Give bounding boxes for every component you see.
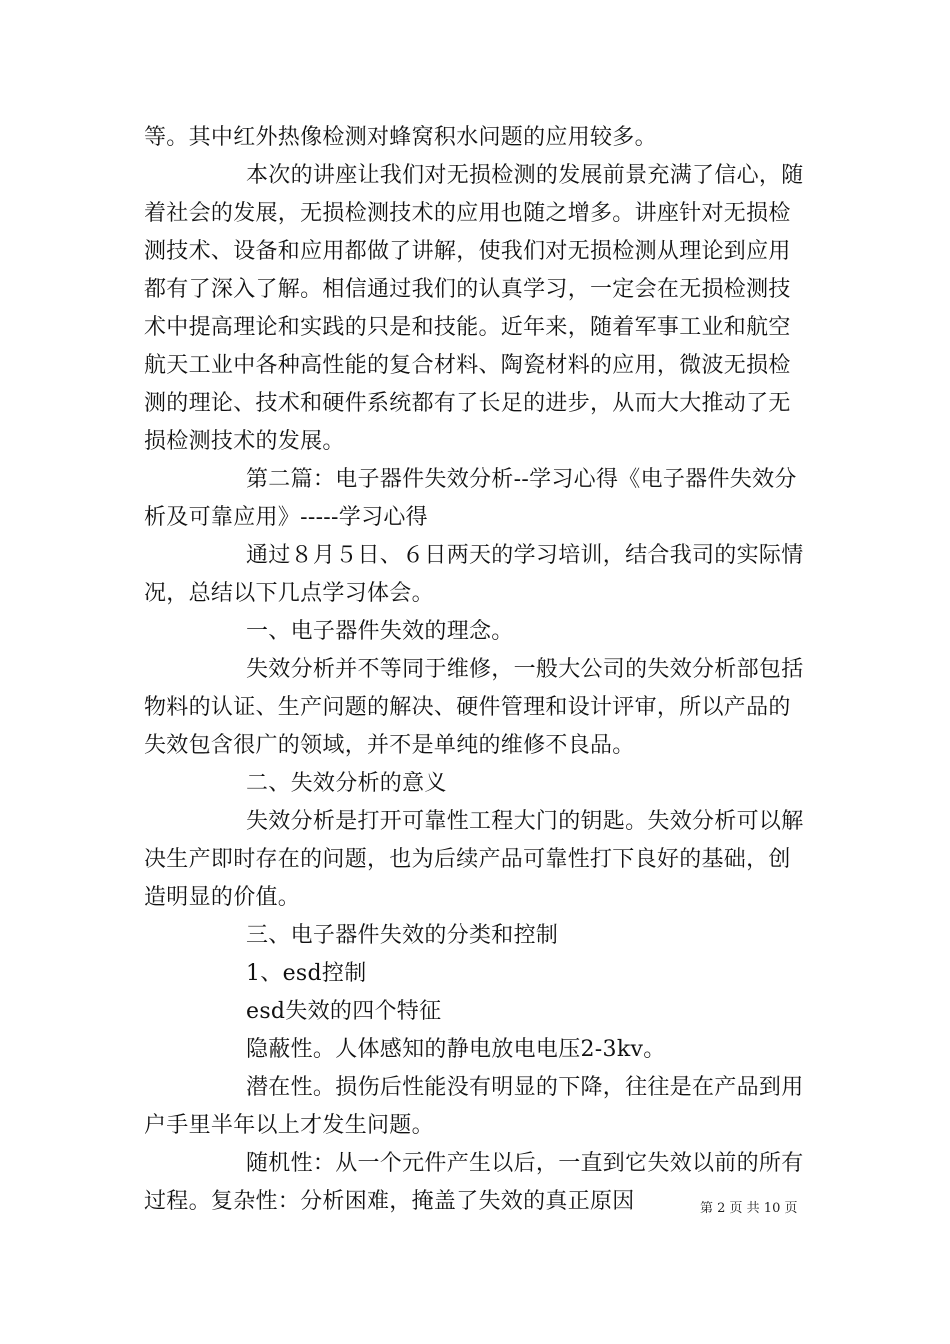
text-line: 物料的认证、生产问题的解决、硬件管理和设计评审，所以产品的 [144,695,791,720]
subheading: 1、esd控制 [246,961,367,986]
text-line: 户手里半年以上才发生问题。 [144,1113,434,1138]
page-number-footer: 第 2 页 共 10 页 [700,1201,798,1216]
subheading: 二、失效分析的意义 [246,771,447,796]
text-line: 况，总结以下几点学习体会。 [144,581,434,606]
text-line: esd失效的四个特征 [246,999,442,1024]
text-line: 测的理论、技术和硬件系统都有了长足的进步，从而大大推动了无 [144,391,791,416]
text-line: 本次的讲座让我们对无损检测的发展前景充满了信心，随 [246,163,804,188]
text-line: 损检测技术的发展。 [144,429,345,454]
subheading: 一、电子器件失效的理念。 [246,619,514,644]
subheading: 三、电子器件失效的分类和控制 [246,923,559,948]
document-body [144,119,808,1221]
text-line: 隐蔽性。人体感知的静电放电电压2-3kv。 [246,1037,666,1062]
text-line: 决生产即时存在的问题，也为后续产品可靠性打下良好的基础，创 [144,847,791,872]
text-line: 失效分析是打开可靠性工程大门的钥匙。失效分析可以解 [246,809,804,834]
text-line: 都有了深入了解。相信通过我们的认真学习，一定会在无损检测技 [144,277,791,302]
text-line: 术中提高理论和实践的只是和技能。近年来，随着军事工业和航空 [144,315,791,340]
text-line: 失效包含很广的领域，并不是单纯的维修不良品。 [144,733,635,758]
text-line: 等。其中红外热像检测对蜂窝积水问题的应用较多。 [144,125,657,150]
text-line: 通过８月５日、６日两天的学习培训，结合我司的实际情 [246,543,804,568]
text-line: 过程。复杂性：分析困难，掩盖了失效的真正原因 [144,1189,635,1214]
section-heading: 析及可靠应用》-----学习心得 [144,505,428,530]
text-line: 着社会的发展，无损检测技术的应用也随之增多。讲座针对无损检 [144,201,791,226]
text-line: 失效分析并不等同于维修，一般大公司的失效分析部包括 [246,657,804,682]
text-line: 潜在性。损伤后性能没有明显的下降，往往是在产品到用 [246,1075,804,1100]
text-line: 测技术、设备和应用都做了讲解，使我们对无损检测从理论到应用 [144,239,791,264]
text-line: 造明显的价值。 [144,885,301,910]
text-line: 随机性：从一个元件产生以后，一直到它失效以前的所有 [246,1151,804,1176]
text-line: 航天工业中各种高性能的复合材料、陶瓷材料的应用，微波无损检 [144,353,791,378]
section-heading: 第二篇：电子器件失效分析--学习心得《电子器件失效分 [246,467,797,492]
